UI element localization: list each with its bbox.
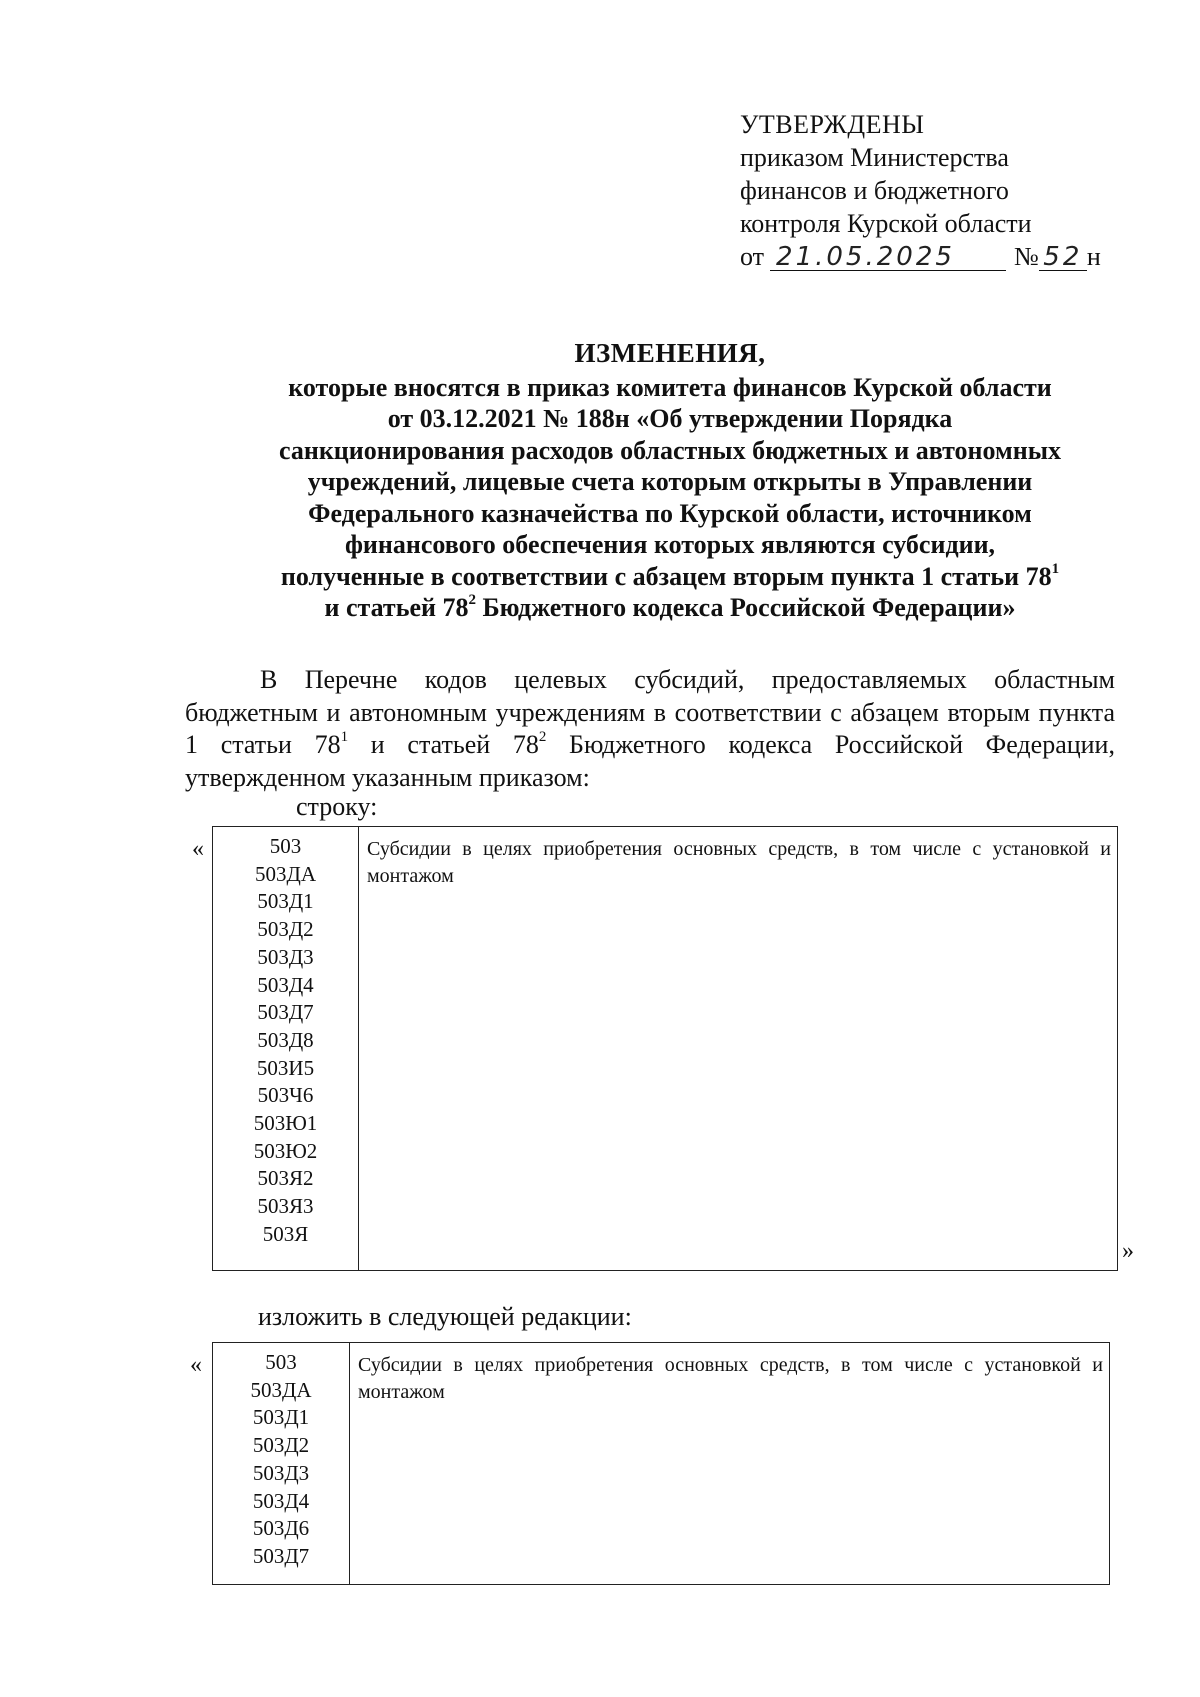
code-cell: 503Я3: [257, 1194, 314, 1219]
approval-block: [740, 108, 1101, 273]
number-suffix: н: [1086, 242, 1101, 271]
approval-date-row: [740, 240, 1101, 273]
code-cell: 503: [269, 834, 302, 858]
approval-line-3: контроля Курской области: [740, 209, 1032, 238]
approval-line-1: приказом Министерства: [740, 143, 1009, 172]
document-title: [200, 338, 1140, 624]
codes-column-new: [213, 1343, 350, 1584]
code-cell: 503Д6: [252, 1516, 310, 1541]
code-cell: 503Д1: [252, 1405, 310, 1430]
code-cell: 503Д8: [257, 1027, 314, 1052]
code-cell: 503Д7: [257, 1000, 314, 1025]
title-line-6: финансового обеспечения которых являются субсидии,: [344, 530, 996, 559]
code-cell: 503Ч6: [257, 1083, 314, 1108]
para-sup-1: 1: [340, 729, 349, 746]
title-line-7-text: полученные в соответствии с абзацем вторым пункта 1 статьи 78: [280, 561, 1052, 591]
intro-paragraph-text: [185, 664, 1115, 794]
approval-line-2: финансов и бюджетного: [740, 176, 1009, 205]
title-line-8-pre: и статьей 78: [324, 593, 469, 622]
date-field: [770, 244, 1006, 271]
code-cell: 503: [265, 1350, 297, 1374]
codes-column-old: [213, 827, 359, 1270]
title-main: ИЗМЕНЕНИЯ,: [574, 338, 766, 368]
number-label: №: [1014, 242, 1039, 271]
code-cell: 503Д7: [252, 1543, 310, 1568]
quote-open-old: «: [192, 836, 204, 862]
title-line-4: учреждений, лицевые счета которым открыты в Управлении: [307, 467, 1033, 496]
title-line-8: [200, 592, 1140, 624]
quote-open-new: «: [190, 1352, 202, 1378]
title-line-1: которые вносятся в приказ комитета финансов Курской области: [288, 372, 1052, 402]
para-part-3: Бюджетного кодекса Российской Федерации, утвержденном указанным приказом:: [185, 730, 1115, 792]
intro-paragraph: [185, 664, 1115, 794]
quote-close-old: »: [1122, 1238, 1134, 1264]
title-line-2: от 03.12.2021 № 188н «Об утверждении Порядка: [387, 404, 953, 433]
title-line-7-sup: 1: [1051, 560, 1060, 577]
code-cell: 503Ю1: [253, 1111, 318, 1136]
code-cell: 503Д1: [257, 889, 314, 914]
code-cell: 503Ю2: [253, 1138, 318, 1163]
description-cell-old: Субсидии в целях приобретения основных средств, в том числе с установкой и монтажом: [367, 838, 1111, 887]
code-cell: 503Д2: [257, 917, 314, 942]
code-cell: 503Д2: [252, 1433, 310, 1458]
handwritten-date: 21.05.2025: [776, 242, 955, 272]
table-new: [212, 1342, 1110, 1585]
title-line-8-sup: 2: [468, 592, 476, 609]
code-cell: 503Д3: [257, 944, 314, 969]
code-cell: 503Д4: [252, 1488, 310, 1513]
approval-heading: УТВЕРЖДЕНЫ: [740, 110, 925, 139]
title-line-5: Федерального казначейства по Курской области, источником: [308, 498, 1032, 528]
table-old: [212, 826, 1118, 1271]
code-cell: 503Д4: [257, 972, 314, 997]
date-prefix: от: [740, 242, 765, 271]
title-line-3: санкционирования расходов областных бюджетных и автономных: [278, 435, 1062, 465]
code-cell: 503ДА: [255, 861, 316, 886]
code-cell: 503Я: [262, 1221, 309, 1246]
description-cell-new: Субсидии в целях приобретения основных средств, в том числе с установкой и монтажом: [358, 1354, 1103, 1403]
code-cell: 503Д3: [252, 1460, 310, 1485]
para-part-2: и статьей 78: [348, 730, 539, 759]
handwritten-number: 52: [1043, 242, 1083, 272]
title-line-8-post: Бюджетного кодекса Российской Федерации»: [475, 593, 1016, 622]
number-field: [1039, 244, 1087, 271]
title-line-7: [200, 561, 1140, 593]
lead-old-row: строку:: [296, 792, 378, 821]
para-part-1: В Перечне кодов целевых субсидий, предоставляемых областным бюджетным и автономным учреждениям в соответствии с абзацем вторым пункта 1 статьи 78: [185, 665, 1115, 759]
lead-new-row: изложить в следующей редакции:: [258, 1302, 632, 1331]
code-cell: 503Я2: [257, 1166, 314, 1191]
code-cell: 503И5: [256, 1055, 315, 1080]
para-sup-2: 2: [538, 729, 547, 746]
code-cell: 503ДА: [250, 1377, 312, 1402]
